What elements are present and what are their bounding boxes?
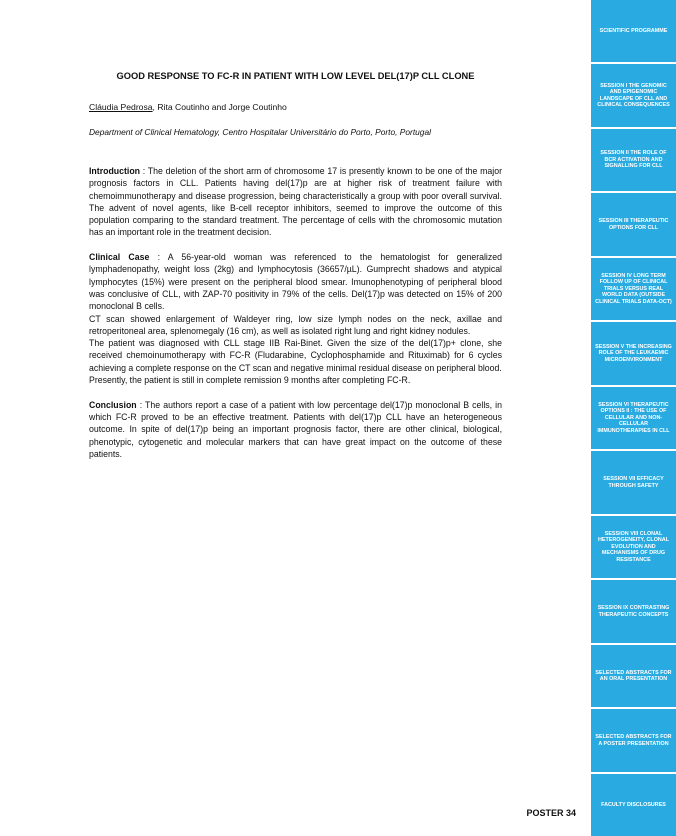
introduction-paragraph — [89, 165, 502, 239]
introduction-heading: Introduction — [89, 166, 141, 176]
clinical-case-ct-paragraph: CT scan showed enlargement of Waldeyer ring, low size lymph nodes on the neck, axillae and retroperitoneal area, splenomegaly (16 cm), as well as isolated right lung and right kidney nodules. — [89, 313, 502, 336]
sidebar-item-session-4[interactable]: SESSION IV LONG TERM FOLLOW UP OF CLINICAL TRIALS VERSUS REAL WORLD DATA (OUTSIDE CLINICAL TRIALS DATA-OCT) — [591, 258, 676, 320]
sidebar-item-session-7[interactable]: SESSION VII EFFICACY THROUGH SAFETY — [591, 451, 676, 514]
affiliation: Department of Clinical Hematology, Centro Hospitalar Universitário do Porto, Porto, Portugal — [89, 127, 431, 137]
conclusion-paragraph — [89, 399, 502, 460]
clinical-case-heading: Clinical Case — [89, 252, 150, 263]
clinical-case-treatment-paragraph: The patient was diagnosed with CLL stage IIB Rai-Binet. Given the size of the del(17)p+ clone, she received chemoinumotherapy with FC-R (Fludarabine, Cyclophosphamide and Rituximab) for 6 cycles achieving a complete response on the CT scan and negative minimal residual disease on peripheral blood. — [89, 338, 502, 373]
presenting-author: Cláudia Pedrosa — [89, 102, 153, 112]
sidebar-item-faculty-disclosures[interactable]: FACULTY DISCLOSURES — [591, 774, 676, 836]
abstract-body — [89, 165, 502, 460]
sidebar-item-scientific-programme[interactable]: SCIENTIFIC PROGRAMME — [591, 0, 676, 62]
poster-number: POSTER 34 — [526, 808, 576, 818]
sidebar-item-session-5[interactable]: SESSION V THE INCREASING ROLE OF THE LEUKAEMIC MICROENVIRONMENT — [591, 322, 676, 385]
author-list — [89, 102, 287, 112]
introduction-text: : The deletion of the short arm of chromosome 17 is presently known to be one of the major prognosis factors in CLL. Patients having del(17)p are at higher risk of treatment failure with chemoimmunotherapy and disease progression, being characteristically a group with poor overall survival. The advent of novel agents, like B-cell receptor inhibitors, seemed to improve the outcome of this population comparing to the standard treatment. The percentage of cells with the chromosomic mutation has an important role in the treatment decision. — [89, 166, 502, 238]
sidebar-nav — [591, 0, 676, 836]
clinical-case-text: : A 56-year-old woman was referenced to the hematologist for generalized lymphadenopathy, weight loss (2kg) and lymphocytosis (36657/µL). Gumprecht shadows and atypical lymphocytes (15%) were present on the peripheral blood smear. Imunophenotyping of peripheral blood was conclusive of CLL, with ZAP-70 positivity in 79% of the cells. Del(17)p was detected on 15% of 200 monoclonal B cells. — [89, 252, 502, 312]
conclusion-text: : The authors report a case of a patient with low percentage del(17)p monoclonal B cells, in which FC-R proved to be an effective treatment. Patients with del(17)p CLL have an heterogeneous outcome. In spite of del(17)p being an important prognosis factor, there are other clinical, biological, phenotypic, cytogenetic and molecular markers that can have great impact on the outcome of these patients. — [89, 399, 502, 459]
clinical-case-paragraph — [89, 251, 502, 312]
clinical-case-followup-paragraph: Presently, the patient is still in complete remission 9 months after completing FC-R. — [89, 375, 411, 386]
sidebar-item-session-2[interactable]: SESSION II THE ROLE OF BCR ACTIVATION AND SIGNALLING FOR CLL — [591, 129, 676, 191]
sidebar-item-session-8[interactable]: SESSION VIII CLONAL HETEROGENEITY, CLONAL EVOLUTION AND MECHANISMS OF DRUG RESISTANCE — [591, 516, 676, 578]
sidebar-item-session-9[interactable]: SESSION IX CONTRASTING THERAPEUTIC CONCEPTS — [591, 580, 676, 643]
co-authors: , Rita Coutinho and Jorge Coutinho — [152, 102, 287, 112]
sidebar-item-selected-poster[interactable]: SELECTED ABSTRACTS FOR A POSTER PRESENTATION — [591, 709, 676, 772]
conclusion-heading: Conclusion — [89, 399, 137, 410]
sidebar-item-session-3[interactable]: SESSION III THERAPEUTIC OPTIONS FOR CLL — [591, 193, 676, 256]
abstract-title: GOOD RESPONSE TO FC-R IN PATIENT WITH LOW LEVEL DEL(17)P CLL CLONE — [116, 71, 475, 81]
sidebar-item-session-1[interactable]: SESSION I THE GENOMIC AND EPIGENOMIC LANDSCAPE OF CLL AND CLINICAL CONSEQUENCES — [591, 64, 676, 127]
sidebar-item-selected-oral[interactable]: SELECTED ABSTRACTS FOR AN ORAL PRESENTATION — [591, 645, 676, 707]
sidebar-item-session-6[interactable]: SESSION VI THERAPEUTIC OPTIONS II : THE USE OF CELLULAR AND NON-CELLULAR IMMUNOTHERAPIES IN CLL — [591, 387, 676, 449]
